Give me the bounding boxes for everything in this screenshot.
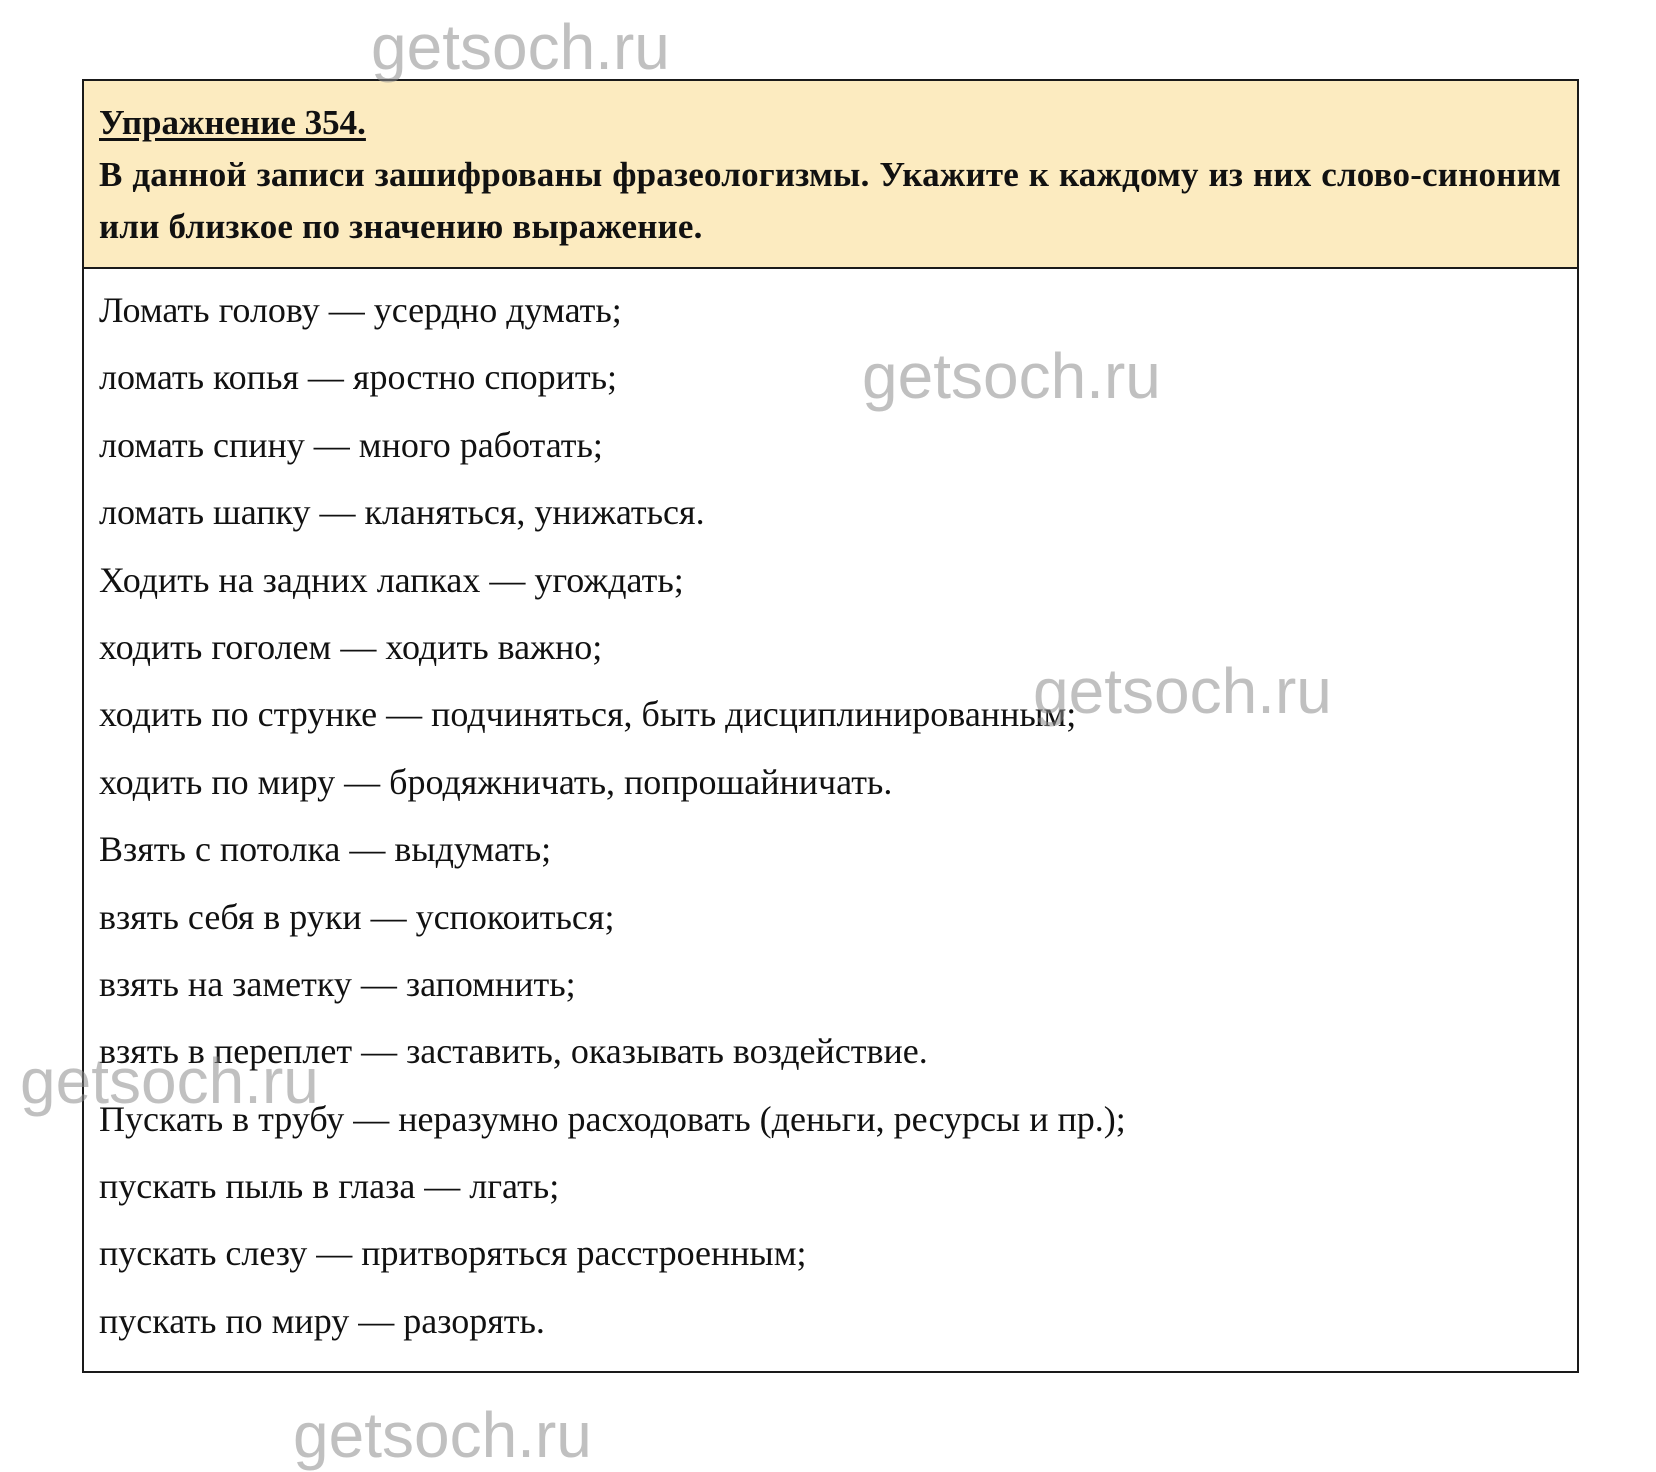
answer-line: пускать пыль в глаза — лгать;	[99, 1166, 560, 1207]
answer-line: взять себя в руки — успокоиться;	[99, 896, 615, 937]
answer-line: Пускать в трубу — неразумно расходовать (деньги, ресурсы и пр.);	[99, 1098, 1126, 1139]
answer-line: ходить по струнке — подчиняться, быть дисциплинированным;	[99, 694, 1077, 735]
answer-line: ходить по миру — бродяжничать, попрошайничать.	[99, 761, 893, 802]
watermark: getsoch.ru	[862, 340, 1161, 412]
exercise-header	[84, 81, 1577, 269]
watermark: getsoch.ru	[1033, 655, 1332, 727]
watermark: getsoch.ru	[293, 1399, 592, 1471]
exercise-card	[82, 79, 1579, 1373]
answer-line: Ходить на задних лапках — угождать;	[99, 559, 684, 600]
exercise-title: Упражнение 354.	[99, 103, 366, 142]
answer-line: ломать копья — яростно спорить;	[99, 357, 618, 398]
answer-line: Взять с потолка — выдумать;	[99, 829, 552, 870]
watermark: getsoch.ru	[371, 11, 670, 83]
answer-line: Ломать голову — усердно думать;	[99, 290, 622, 330]
answer-line: взять в переплет — заставить, оказывать воздействие.	[99, 1031, 928, 1072]
answer-line: пускать по миру — разорять.	[99, 1300, 545, 1341]
answer-list	[84, 269, 1577, 1365]
answer-line: ходить гоголем — ходить важно;	[99, 626, 603, 667]
answer-line: ломать шапку — кланяться, унижаться.	[99, 492, 705, 533]
exercise-task: В данной записи зашифрованы фразеологизмы. Укажите к каждому из них слово-синоним или близкое по значению выражение.	[99, 155, 1561, 246]
answer-line: пускать слезу — притворяться расстроенным;	[99, 1233, 807, 1274]
answer-line: ломать спину — много работать;	[99, 424, 603, 465]
answer-line: взять на заметку — запомнить;	[99, 963, 576, 1004]
watermark: getsoch.ru	[20, 1045, 319, 1117]
